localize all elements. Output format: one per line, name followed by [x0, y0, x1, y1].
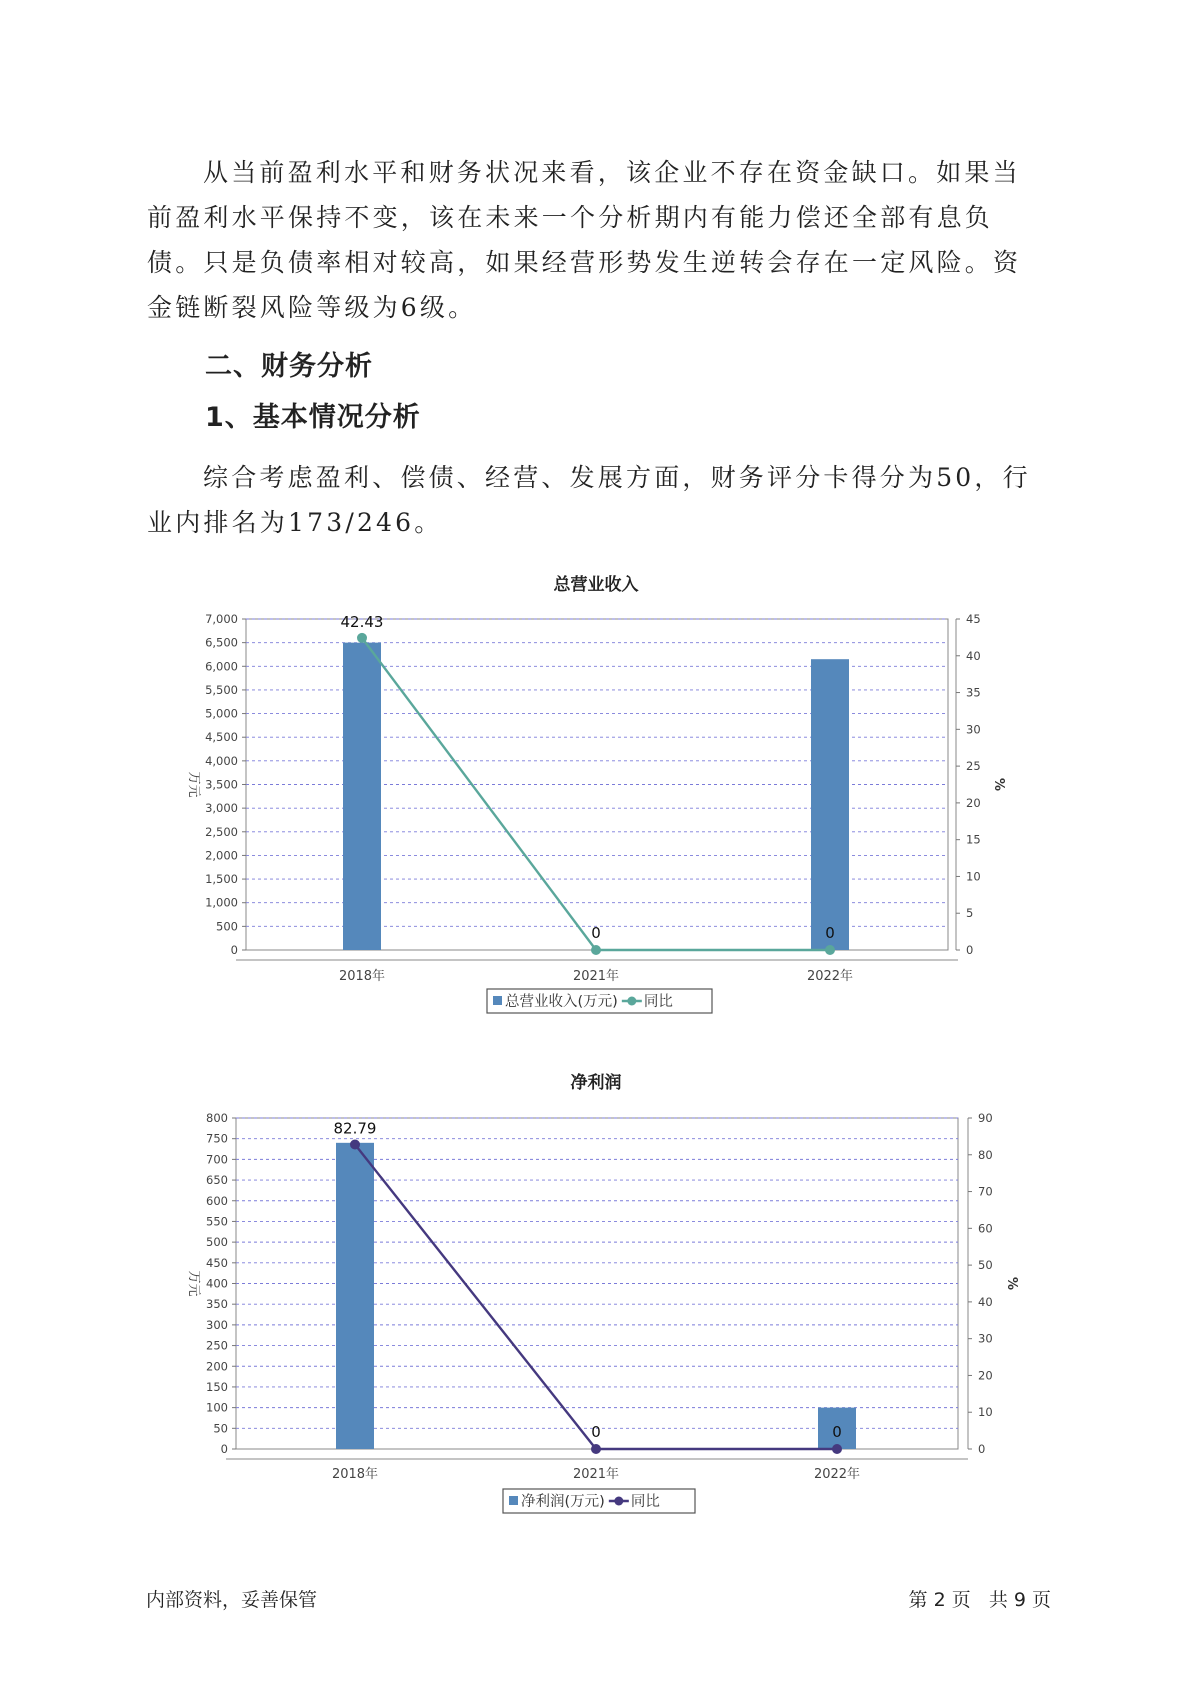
y-tick-label: 650	[206, 1173, 228, 1188]
y-tick-label: 7,000	[205, 612, 238, 626]
data-label: 0	[591, 1423, 601, 1441]
y-tick-label: 800	[206, 1111, 228, 1125]
y-tick-label: 3,000	[205, 801, 238, 816]
legend-swatch-bar	[509, 1496, 518, 1505]
x-tick-label: 2018年	[331, 1467, 379, 1482]
y-tick-label: 300	[206, 1317, 228, 1332]
chart-title: 净利润	[570, 1073, 622, 1093]
y-axis-label: 万元	[186, 1270, 201, 1297]
y-tick-label: 400	[206, 1276, 228, 1291]
line-point	[591, 1444, 601, 1454]
y2-axis-label: %	[991, 777, 1006, 792]
section-heading: 二、财务分析	[205, 351, 373, 382]
line-point	[357, 633, 367, 643]
legend-net-profit	[503, 1489, 695, 1513]
x-tick-label: 2021年	[572, 969, 620, 984]
y2-tick-label: 30	[978, 1331, 993, 1346]
y2-tick-label: 90	[978, 1111, 993, 1125]
y-tick-label: 0	[220, 1442, 228, 1456]
chart-title: 总营业收入	[553, 575, 639, 595]
y-tick-label: 4,000	[205, 753, 238, 768]
y2-tick-label: 40	[966, 648, 981, 663]
y-tick-label: 350	[206, 1297, 228, 1312]
bar-2022年	[811, 659, 849, 950]
y2-tick-label: 25	[966, 759, 981, 774]
chart-revenue	[186, 574, 1006, 1013]
y-tick-label: 50	[213, 1421, 228, 1436]
legend-label-bar: 净利润(万元)	[521, 1494, 605, 1510]
y-tick-label: 200	[206, 1359, 228, 1374]
y-tick-label: 250	[206, 1338, 228, 1353]
y-tick-label: 750	[206, 1131, 228, 1146]
y2-tick-label: 35	[966, 685, 981, 700]
y-tick-label: 600	[206, 1193, 228, 1208]
y-tick-label: 500	[206, 1235, 228, 1250]
y-tick-label: 500	[216, 919, 238, 934]
x-tick-label: 2022年	[806, 969, 854, 984]
y-tick-label: 450	[206, 1255, 228, 1270]
footer-page-number: 第 2 页 共 9 页	[908, 1589, 1051, 1611]
y2-tick-label: 0	[978, 1442, 986, 1456]
y2-tick-label: 70	[978, 1184, 993, 1199]
y-tick-label: 150	[206, 1379, 228, 1394]
y2-tick-label: 50	[978, 1258, 993, 1273]
y2-tick-label: 20	[966, 795, 981, 810]
legend-label-line: 同比	[643, 994, 673, 1010]
data-label: 42.43	[340, 612, 384, 631]
y-tick-label: 2,500	[205, 824, 238, 839]
paragraph-scorecard: 综合考虑盈利、偿债、经营、发展方面，财务评分卡得分为50，行业内排名为173/246。	[147, 463, 1031, 537]
y-tick-label: 550	[206, 1214, 228, 1229]
line-point	[591, 945, 601, 955]
line-point	[832, 1444, 842, 1454]
y-tick-label: 2,000	[205, 848, 238, 863]
line-point	[825, 945, 835, 955]
y-axis-label: 万元	[186, 771, 201, 798]
y-tick-label: 5,000	[205, 706, 238, 721]
legend-swatch-marker	[627, 997, 636, 1006]
bar-2018年	[336, 1143, 374, 1449]
y-tick-label: 6,500	[205, 635, 238, 650]
y2-axis-label: %	[1004, 1276, 1019, 1291]
legend-revenue	[487, 989, 712, 1013]
legend-label-bar: 总营业收入(万元)	[505, 994, 618, 1010]
legend-swatch-marker	[614, 1497, 623, 1506]
y2-tick-label: 45	[966, 612, 981, 626]
y-tick-label: 1,000	[205, 895, 238, 910]
y2-tick-label: 80	[978, 1147, 993, 1162]
x-tick-label: 2022年	[813, 1467, 861, 1482]
y-tick-label: 6,000	[205, 659, 238, 674]
data-label: 0	[832, 1423, 842, 1441]
line-point	[350, 1140, 360, 1150]
y-tick-label: 100	[206, 1400, 228, 1415]
y-tick-label: 5,500	[205, 682, 238, 697]
data-label: 0	[825, 924, 835, 942]
y2-tick-label: 60	[978, 1221, 993, 1236]
y2-tick-label: 40	[978, 1294, 993, 1309]
subsection-heading: 1、基本情况分析	[205, 402, 421, 433]
data-label: 82.79	[333, 1119, 377, 1138]
y2-tick-label: 15	[966, 832, 981, 847]
legend-label-line: 同比	[630, 1494, 660, 1510]
y2-tick-label: 30	[966, 722, 981, 737]
y2-tick-label: 20	[978, 1368, 993, 1383]
y-tick-label: 4,500	[205, 730, 238, 745]
paragraph-capital-gap: 从当前盈利水平和财务状况来看，该企业不存在资金缺口。如果当前盈利水平保持不变，该在未来一个分析期内有能力偿还全部有息负债。只是负债率相对较高，如果经营形势发生逆转会存在一定风险。资金链断裂风险等级为6级。	[147, 158, 1022, 322]
y2-tick-label: 10	[978, 1405, 993, 1420]
y-tick-label: 700	[206, 1152, 228, 1167]
bar-2018年	[343, 643, 381, 950]
y2-tick-label: 0	[966, 943, 974, 957]
x-tick-label: 2018年	[338, 969, 386, 984]
footer-confidential: 内部资料，妥善保管	[146, 1589, 318, 1611]
y-tick-label: 1,500	[205, 872, 238, 887]
y-tick-label: 0	[230, 943, 238, 957]
y2-tick-label: 5	[966, 906, 974, 921]
y-tick-label: 3,500	[205, 777, 238, 792]
y2-tick-label: 10	[966, 869, 981, 884]
x-tick-label: 2021年	[572, 1467, 620, 1482]
legend-swatch-bar	[493, 996, 502, 1005]
data-label: 0	[591, 924, 601, 942]
chart-net-profit	[186, 1072, 1019, 1513]
